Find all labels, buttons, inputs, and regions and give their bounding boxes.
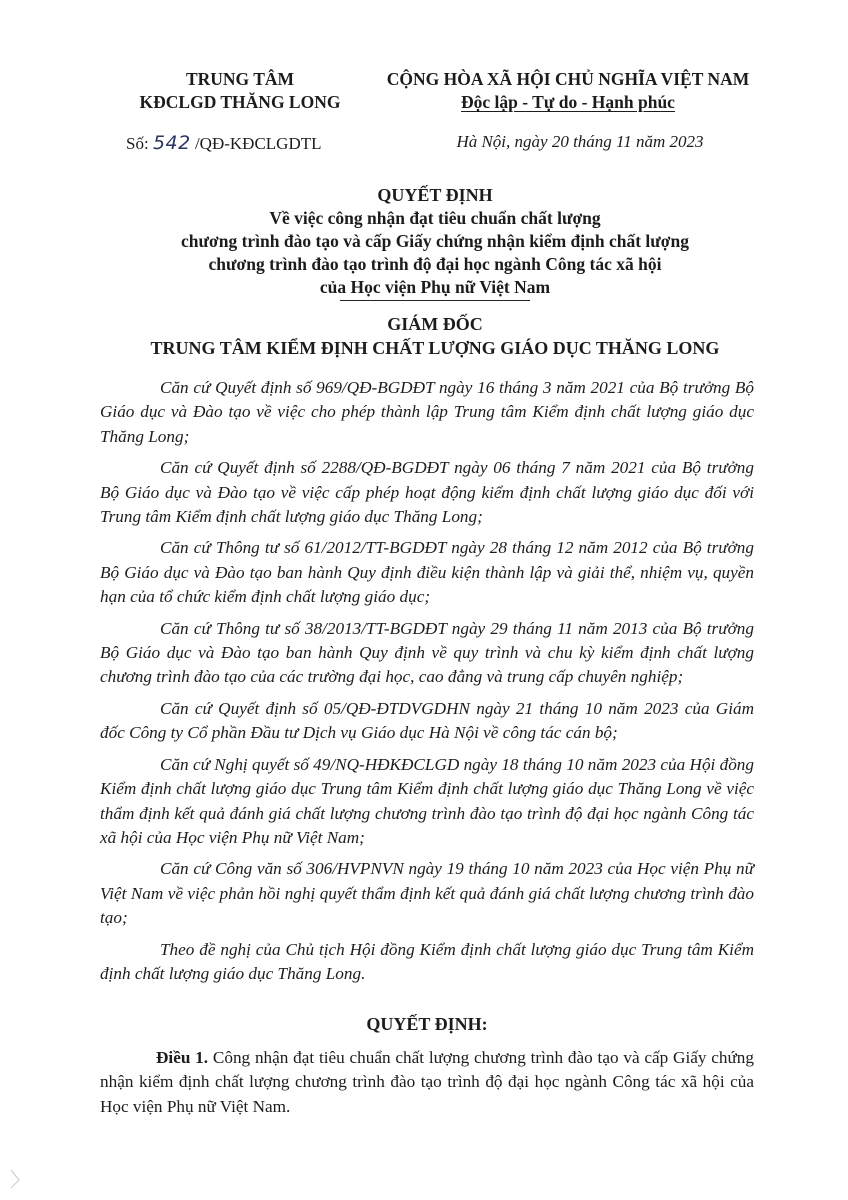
article-text: Công nhận đạt tiêu chuẩn chất lượng chương trình đào tạo và cấp Giấy chứng nhận kiểm định chất lượng chương trình đào tạo trình độ đại học ngành Công tác xã hội của Học viện Phụ nữ Việt Nam. [100,1048,754,1116]
document-number [126,132,322,154]
title-heading: QUYẾT ĐỊNH [377,185,493,205]
number-prefix: Số: [126,134,149,153]
issuing-authority [70,312,800,360]
preamble-item: Căn cứ Nghị quyết số 49/NQ-HĐKĐCLGD ngày 18 tháng 10 năm 2023 của Hội đồng Kiểm định chất lượng giáo dục Trung tâm Kiểm định chất lượng giáo dục Thăng Long về việc thẩm định kết quả đánh giá chất lượng chương trình đào tạo trình độ đại học ngành Công tác xã hội của Học viện Phụ nữ Việt Nam; [100,754,754,847]
issuing-organization [120,68,360,114]
national-motto [368,68,768,114]
article-label: Điều 1. [156,1048,209,1067]
number-suffix: /QĐ-KĐCLGDTL [194,134,322,153]
scan-corner-mark-icon [8,1168,22,1190]
authority-org: TRUNG TÂM KIỂM ĐỊNH CHẤT LƯỢNG GIÁO DỤC THĂNG LONG [150,338,720,358]
preamble-item: Theo đề nghị của Chủ tịch Hội đồng Kiểm định chất lượng giáo dục Trung tâm Kiểm định chất lượng giáo dục Thăng Long. [100,939,754,983]
handwritten-number: 542 [152,132,191,154]
preamble-item: Căn cứ Công văn số 306/HVPNVN ngày 19 tháng 10 năm 2023 của Học viện Phụ nữ Việt Nam về việc phản hồi nghị quyết thẩm định kết quả đánh giá chất lượng chương trình đào tạo; [100,859,754,928]
title-line-4: của Học viện Phụ nữ Việt Nam [319,277,551,297]
issue-date: Hà Nội, ngày 20 tháng 11 năm 2023 [456,132,704,151]
preamble [100,376,754,993]
title-line-2: chương trình đào tạo và cấp Giấy chứng nhận kiểm định chất lượng [181,231,689,251]
title-divider [340,300,530,301]
preamble-item: Căn cứ Quyết định số 05/QĐ-ĐTDVGDHN ngày 21 tháng 10 năm 2023 của Giám đốc Công ty Cổ phần Đầu tư Dịch vụ Giáo dục Hà Nội về công tác cán bộ; [100,698,754,743]
preamble-item: Căn cứ Thông tư số 61/2012/TT-BGDĐT ngày 28 tháng 12 năm 2012 của Bộ trưởng Bộ Giáo dục và Đào tạo ban hành Quy định điều kiện thành lập và giải thể, nhiệm vụ, quyền hạn của tổ chức kiểm định chất lượng giáo dục; [100,538,754,607]
country-name: CỘNG HÒA XÃ HỘI CHỦ NGHĨA VIỆT NAM [386,69,750,89]
org-line-2: KĐCLGD THĂNG LONG [139,92,341,112]
title-line-3: chương trình đào tạo trình độ đại học ngành Công tác xã hội [208,254,662,274]
org-line-1: TRUNG TÂM [185,69,295,89]
motto: Độc lập - Tự do - Hạnh phúc [461,92,675,112]
document-title [90,184,780,301]
preamble-item: Căn cứ Quyết định số 2288/QĐ-BGDĐT ngày 06 tháng 7 năm 2021 của Bộ trưởng Bộ Giáo dục và Đào tạo về việc cấp phép hoạt động kiểm định chất lượng giáo dục đối với Trung tâm Kiểm định chất lượng giáo dục Thăng Long; [100,458,754,527]
title-line-1: Về việc công nhận đạt tiêu chuẩn chất lượng [269,208,601,228]
authority-title: GIÁM ĐỐC [387,314,483,334]
preamble-item: Căn cứ Quyết định số 969/QĐ-BGDĐT ngày 16 tháng 3 năm 2021 của Bộ trưởng Bộ Giáo dục và Đào tạo về việc cho phép thành lập Trung tâm Kiểm định chất lượng giáo dục Thăng Long; [100,378,754,446]
decision-heading: QUYẾT ĐỊNH: [366,1014,488,1034]
preamble-item: Căn cứ Thông tư số 38/2013/TT-BGDĐT ngày 29 tháng 11 năm 2013 của Bộ trưởng Bộ Giáo dục và Đào tạo ban hành Quy định về quy trình và chu kỳ kiểm định chất lượng chương trình đào tạo của các trường đại học, cao đẳng và trung cấp chuyên nghiệp; [100,618,754,687]
article-1 [100,1046,754,1119]
